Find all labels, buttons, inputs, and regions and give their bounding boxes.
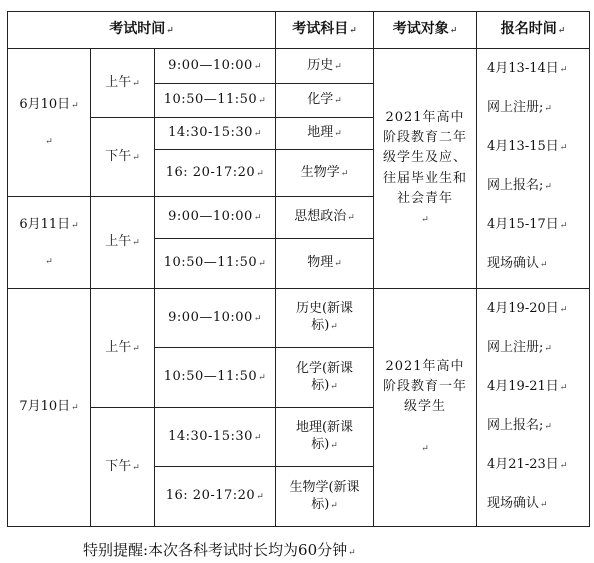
subject-cell: 历史↵ [276, 49, 374, 84]
time-slot: 10:50—11:50↵ [155, 239, 276, 289]
subject-cell: 地理(新课标)↵ [276, 408, 374, 467]
table-row [8, 289, 590, 348]
date-cell-jul10: 7月10日↵ [8, 289, 91, 527]
date-cell-jun11: 6月11日↵ ↵ [8, 197, 91, 289]
period-am: 上午↵ [91, 197, 155, 289]
time-slot: 10:50—11:50↵ [155, 84, 276, 118]
period-pm: 下午↵ [91, 118, 155, 197]
period-am: 上午↵ [91, 289, 155, 408]
registration-cell-1: 4月13-14日↵ 网上注册;↵ 4月13-15日↵ 网上报名;↵ 4月15-17日↵ 现场确认↵ [477, 49, 590, 289]
target-cell-1: 2021年高中阶段教育二年级学生及应、往届毕业生和社会青年 ↵ [374, 49, 477, 289]
time-slot: 10:50—11:50↵ [155, 348, 276, 408]
subject-cell: 生物学↵ [276, 150, 374, 197]
registration-cell-2: 4月19-20日↵ 网上注册;↵ 4月19-21日↵ 网上报名;↵ 4月21-23日↵ 现场确认↵ [477, 289, 590, 527]
time-slot: 16: 20-17:20↵ [155, 150, 276, 197]
exam-schedule-table [7, 11, 590, 527]
subject-cell: 地理↵ [276, 118, 374, 150]
time-slot: 9:00—10:00↵ [155, 49, 276, 84]
period-am: 上午↵ [91, 49, 155, 118]
subject-cell: 物理↵ [276, 239, 374, 289]
time-slot: 9:00—10:00↵ [155, 289, 276, 348]
subject-cell: 化学(新课标)↵ [276, 348, 374, 408]
header-exam-target: 考试对象↵ [374, 12, 477, 49]
header-exam-time: 考试时间↵ [8, 12, 276, 49]
time-slot: 14:30-15:30↵ [155, 408, 276, 467]
special-reminder-note: 特别提醒:本次各科考试时长均为60分钟↵ [83, 541, 356, 559]
header-exam-subject: 考试科目↵ [276, 12, 374, 49]
target-cell-2: 2021年高中阶段教育一年级学生 ↵ [374, 289, 477, 527]
date-cell-jun10: 6月10日↵ ↵ [8, 49, 91, 197]
time-slot: 14:30-15:30↵ [155, 118, 276, 150]
subject-cell: 思想政治↵ [276, 197, 374, 239]
table-row [8, 49, 590, 84]
subject-cell: 历史(新课标)↵ [276, 289, 374, 348]
time-slot: 9:00—10:00↵ [155, 197, 276, 239]
time-slot: 16: 20-17:20↵ [155, 467, 276, 527]
period-pm: 下午↵ [91, 408, 155, 527]
header-registration-time: 报名时间↵ [477, 12, 590, 49]
subject-cell: 生物学(新课标)↵ [276, 467, 374, 527]
header-row [8, 12, 590, 49]
subject-cell: 化学↵ [276, 84, 374, 118]
